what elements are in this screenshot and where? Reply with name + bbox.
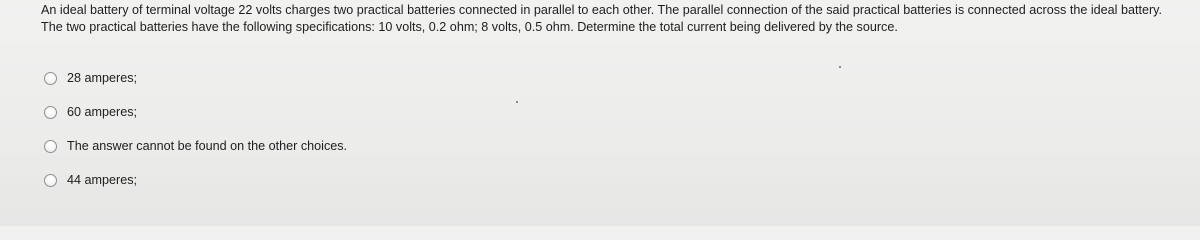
radio-button-icon[interactable] — [44, 106, 57, 119]
radio-button-icon[interactable] — [44, 174, 57, 187]
option-label: The answer cannot be found on the other choices. — [67, 139, 348, 153]
option-label: 44 amperes; — [67, 173, 138, 187]
option-44-amperes[interactable] — [44, 172, 347, 188]
option-label: 28 amperes; — [67, 71, 138, 85]
option-28-amperes[interactable] — [44, 70, 347, 86]
stray-dot — [839, 66, 841, 68]
radio-button-icon[interactable] — [44, 72, 57, 85]
radio-button-icon[interactable] — [44, 140, 57, 153]
stray-dot — [516, 101, 518, 103]
option-60-amperes[interactable] — [44, 104, 347, 120]
option-label: 60 amperes; — [67, 105, 138, 119]
option-answer-not-found[interactable] — [44, 138, 347, 154]
answer-options — [44, 70, 347, 206]
question-text: An ideal battery of terminal voltage 22 volts charges two practical batteries connected in parallel to each other. The parallel connection of the said practical batteries is connected across the ideal battery. The two practical batteries have the following specifications: 10 volts, 0.2 ohm; 8 volts, 0.5 ohm. Determine the total current being delivered by the source. — [41, 3, 1163, 34]
